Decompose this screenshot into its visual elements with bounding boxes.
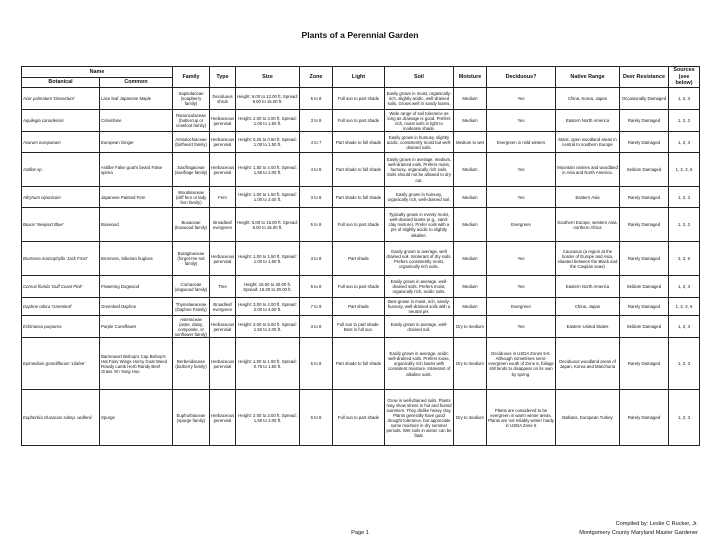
header-common: Common: [100, 77, 173, 88]
family-cell: Asteraceae (aster, daisy, composite, or sunflower family): [173, 316, 210, 338]
compiled-by: Compiled by: Leslie C Rucker, Jr.: [615, 521, 698, 527]
deciduous-cell: Evergreen: [487, 298, 556, 316]
light-cell: Part shade: [333, 298, 385, 316]
deciduous-cell: Evergreen in mild winters: [487, 132, 556, 153]
deer-resistance-cell: Seldom Damaged: [620, 153, 669, 187]
botanical-cell: Astilbe sp.: [22, 153, 100, 187]
family-cell: Berberidaceae (barberry family): [173, 338, 210, 390]
moisture-cell: Dry to medium: [454, 338, 487, 390]
common-cell: Boxwood: [100, 208, 173, 242]
light-cell: Part shade to full shade: [333, 153, 385, 187]
size-cell: Height: 0.25 to 0.50 ft. Spread: 1.00 to 1.50 ft.: [236, 132, 300, 153]
zone-cell: 5 to 8: [300, 208, 333, 242]
header-botanical: Botanical: [22, 77, 100, 88]
native-range-cell: China, Japan: [556, 298, 620, 316]
type-cell: Fern: [210, 187, 236, 208]
zone-cell: 7 to 9: [300, 298, 333, 316]
moisture-cell: Medium: [454, 187, 487, 208]
botanical-cell: Athyrium niponicum: [22, 187, 100, 208]
family-cell: Woodsiaceae (cliff fern or lady fern family): [173, 187, 210, 208]
size-cell: Height: 3.00 to 4.00 ft. Spread: 2.00 to 4.00 ft.: [236, 298, 300, 316]
zone-cell: 3 to 8: [300, 316, 333, 338]
native-range-cell: China, Korea, Japan: [556, 88, 620, 110]
common-cell: Lace leaf Japanese Maple: [100, 88, 173, 110]
deciduous-cell: Yes: [487, 316, 556, 338]
table-row: [22, 88, 700, 110]
deer-resistance-cell: Rarely Damaged: [620, 390, 669, 446]
family-cell: Sapindaceae (soapberry family): [173, 88, 210, 110]
zone-cell: 4 to 8: [300, 153, 333, 187]
soil-cell: Easily grown in average, well-drained soil.: [385, 316, 454, 338]
sources-cell: 1, 2, 3: [669, 88, 700, 110]
sources-cell: 1, 2, 3: [669, 208, 700, 242]
native-range-cell: Moist, open woodland areas in central to southern Europe: [556, 132, 620, 153]
type-cell: Broadleaf evergreen: [210, 298, 236, 316]
native-range-cell: Mountain ravines and woodland in Asia and North America.: [556, 153, 620, 187]
sources-cell: 1, 2, 3: [669, 276, 700, 298]
type-cell: Tree: [210, 276, 236, 298]
size-cell: Height: 1.50 to 4.00 ft. Spread: 1.50 to 2.00 ft.: [236, 153, 300, 187]
size-cell: Height: 2.00 to 3.00 ft. Spread: 1.50 to 2.00 ft.: [236, 390, 300, 446]
moisture-cell: Medium: [454, 88, 487, 110]
type-cell: Herbaceous perennial: [210, 132, 236, 153]
moisture-cell: Medium: [454, 298, 487, 316]
header-soil: Soil: [385, 67, 454, 88]
soil-cell: Easily grown in average, well drained soil. Intolerant of dry soils. Prefers consistently moist, organically rich soils.: [385, 242, 454, 276]
moisture-cell: Dry to medium: [454, 390, 487, 446]
header-zone: Zone: [300, 67, 333, 88]
native-range-cell: Balkans, European Turkey: [556, 390, 620, 446]
moisture-cell: Medium: [454, 242, 487, 276]
botanical-cell: Cornus florida 'Gulf Coast Pink': [22, 276, 100, 298]
common-cell: Japanese Painted Fern: [100, 187, 173, 208]
plant-rows: [22, 88, 700, 446]
table-row: [22, 390, 700, 446]
type-cell: Herbaceous perennial: [210, 390, 236, 446]
light-cell: Part shade to full shade: [333, 338, 385, 390]
botanical-cell: Brunnera macrophylla 'Jack Frost': [22, 242, 100, 276]
botanical-cell: Buxus 'Newport Blue': [22, 208, 100, 242]
light-cell: Part shade to full shade: [333, 187, 385, 208]
deer-resistance-cell: Rarely Damaged: [620, 298, 669, 316]
header-row: [22, 67, 700, 78]
moisture-cell: Medium: [454, 276, 487, 298]
light-cell: Full sun to part shade: [333, 276, 385, 298]
zone-cell: 3 to 8: [300, 242, 333, 276]
family-cell: Saxifragaceae (saxifrage family): [173, 153, 210, 187]
family-cell: Buxaceae (boxwood family): [173, 208, 210, 242]
soil-cell: Easily grown in average, acidic well-drained soils. Prefers loose, organically rich loams with consistent moisture. Intolerant of alkaline soils.: [385, 338, 454, 390]
moisture-cell: Medium: [454, 153, 487, 187]
deciduous-cell: Yes: [487, 153, 556, 187]
table-row: [22, 132, 700, 153]
sources-cell: 1, 2, 3, 6: [669, 298, 700, 316]
family-cell: Cornaceae (dogwood family): [173, 276, 210, 298]
size-cell: Height: 1.00 to 1.50 ft. Spread: 0.75 to 1.50 ft.: [236, 338, 300, 390]
native-range-cell: Caucasus (a region at the border of Europe and Asia, situated between the Black and the Caspian seas): [556, 242, 620, 276]
moisture-cell: Medium to wet: [454, 132, 487, 153]
botanical-cell: Daphne odora 'Greenleaf': [22, 298, 100, 316]
family-cell: Thymelaeaceae (Daphne Family): [173, 298, 210, 316]
zone-cell: 3 to 8: [300, 187, 333, 208]
page-title: Plants of a Perennial Garden: [301, 30, 419, 40]
size-cell: Height: 1.00 to 1.50 ft. Spread: 1.00 to 1.50 ft.: [236, 242, 300, 276]
deer-resistance-cell: Rarely Damaged: [620, 187, 669, 208]
header-deer-resistance: Deer Resistance: [620, 67, 669, 88]
organization: Montgomery County Maryland Master Gardener: [579, 529, 698, 536]
zone-cell: 5 to 8: [300, 338, 333, 390]
soil-cell: Wide range of soil tolerance as long as drainage is good. Prefers rich, moist soils in light to moderate shade.: [385, 110, 454, 132]
light-cell: Full sun to part shade. Best in full sun.: [333, 316, 385, 338]
table-row: [22, 208, 700, 242]
header-moisture: Moisture: [454, 67, 487, 88]
native-range-cell: Eastern Asia: [556, 187, 620, 208]
soil-cell: Easily grown in humusy, slightly acidic, consistently moist but well-drained soils.: [385, 132, 454, 153]
moisture-cell: Medium: [454, 110, 487, 132]
botanical-cell: Asarum europaeum: [22, 132, 100, 153]
deciduous-cell: Yes: [487, 88, 556, 110]
sources-cell: 1, 2, 3: [669, 132, 700, 153]
deer-resistance-cell: Rarely Damaged: [620, 338, 669, 390]
botanical-cell: Acer palmatum 'Dissectum': [22, 88, 100, 110]
soil-cell: Easily grown in humusy, organically rich, well-drained soil.: [385, 187, 454, 208]
table-row: [22, 298, 700, 316]
type-cell: Herbaceous perennial: [210, 316, 236, 338]
zone-cell: 4 to 7: [300, 132, 333, 153]
botanical-cell: Euphorbia characias subsp. wulfenii: [22, 390, 100, 446]
common-cell: Columbine: [100, 110, 173, 132]
light-cell: Full sun to part shade: [333, 208, 385, 242]
sources-cell: 2, 3, 6: [669, 242, 700, 276]
native-range-cell: Southern Europe, western Asia, northern Africa: [556, 208, 620, 242]
botanical-cell: Epimedium grandiflorum 'Lilafee': [22, 338, 100, 390]
size-cell: Height: 1.00 to 1.50 ft. Spread: 1.00 to 2.00 ft.: [236, 187, 300, 208]
deer-resistance-cell: Rarely Damaged: [620, 132, 669, 153]
native-range-cell: Deciduous woodland areas of Japan, Korea and Manchuria: [556, 338, 620, 390]
table-row: [22, 187, 700, 208]
size-cell: Height: 6.00 to 12.00 ft. Spread: 9.00 to 15.00 ft.: [236, 88, 300, 110]
moisture-cell: Dry to medium: [454, 316, 487, 338]
botanical-cell: Aquilegia canadensis: [22, 110, 100, 132]
common-cell: Purple Coneflower: [100, 316, 173, 338]
deer-resistance-cell: Seldom Damaged: [620, 316, 669, 338]
light-cell: Full sun to part shade: [333, 88, 385, 110]
deciduous-cell: Yes: [487, 110, 556, 132]
header-name: Name: [22, 67, 173, 78]
soil-cell: Easily grown in average, well-drained soils. Prefers moist, organically rich, acidic soils.: [385, 276, 454, 298]
table-row: [22, 338, 700, 390]
soil-cell: Grow in well-drained soils. Plants may show stress in hot and humid summers. They dislike heavy clay. Plants generally have good drought tolerance, but appreciate some moisture in dry summer periods. Wet soils in winter can be fatal.: [385, 390, 454, 446]
common-cell: Spurge: [100, 390, 173, 446]
header-sources: Sources (see below): [669, 67, 700, 88]
common-cell: Flowering Dogwood: [100, 276, 173, 298]
header-native-range: Native Range: [556, 67, 620, 88]
family-cell: Boraginaceae (forget-me-not family): [173, 242, 210, 276]
moisture-cell: Medium: [454, 208, 487, 242]
plant-table: [21, 66, 700, 446]
table-row: [22, 153, 700, 187]
deer-resistance-cell: Seldom Damaged: [620, 276, 669, 298]
sources-cell: 1, 2, 3: [669, 338, 700, 390]
credit-block: [579, 520, 698, 538]
header-family: Family: [173, 67, 210, 88]
family-cell: Aristolochiaceae (birthwort family): [173, 132, 210, 153]
sources-cell: 1, 2, 3: [669, 390, 700, 446]
header-light: Light: [333, 67, 385, 88]
type-cell: Herbaceous perennial: [210, 338, 236, 390]
deer-resistance-cell: Rarely Damaged: [620, 110, 669, 132]
botanical-cell: Echinacea purpurea: [22, 316, 100, 338]
light-cell: Part shade: [333, 242, 385, 276]
header-size: Size: [236, 67, 300, 88]
deciduous-cell: Plants are considered to be evergreen in warm winter areas. Plants are not reliably winter hardy in USDA Zone 6: [487, 390, 556, 446]
deer-resistance-cell: Rarely Damaged: [620, 242, 669, 276]
sources-cell: 1, 2, 3, 6: [669, 153, 700, 187]
table-row: [22, 110, 700, 132]
native-range-cell: Eastern North America: [556, 110, 620, 132]
deer-resistance-cell: Rarely Damaged: [620, 208, 669, 242]
common-cell: European Ginger: [100, 132, 173, 153]
header-type: Type: [210, 67, 236, 88]
type-cell: Herbaceous perennial: [210, 153, 236, 187]
table-row: [22, 242, 700, 276]
header-deciduous: Deciduous?: [487, 67, 556, 88]
light-cell: Full sun to part shade: [333, 110, 385, 132]
deciduous-cell: Evergreen: [487, 208, 556, 242]
deciduous-cell: Yes: [487, 187, 556, 208]
sources-cell: 1, 2, 3: [669, 316, 700, 338]
family-cell: Ranunculaceae (buttercup or crowfoot family): [173, 110, 210, 132]
page-number: Page 1: [351, 530, 369, 536]
native-range-cell: Eastern North America: [556, 276, 620, 298]
type-cell: Herbaceous perennial: [210, 242, 236, 276]
deciduous-cell: Deciduous in USDA Zones 5-6. Although sometimes semi-evergreen south of Zone 6, foliage still tends to disappear on its own by spring.: [487, 338, 556, 390]
deciduous-cell: Yes: [487, 276, 556, 298]
deciduous-cell: Yes: [487, 242, 556, 276]
common-cell: Astilbe False goat's beard False spirea: [100, 153, 173, 187]
type-cell: Deciduous shrub: [210, 88, 236, 110]
light-cell: Full sun to part shade: [333, 390, 385, 446]
size-cell: Height: 5.00 to 15.00 ft. Spread: 5.00 to 15.00 ft.: [236, 208, 300, 242]
common-cell: Barrenwort Bishop's Cap Bishop's Hat Fairy Wings Horny Goat Weed Rowdy Lamb Herb Randy Beef Grass Yin Yang Huo: [100, 338, 173, 390]
family-cell: Euphorbiaceae (spurge family): [173, 390, 210, 446]
type-cell: Broadleaf evergreen: [210, 208, 236, 242]
common-cell: Greenleaf Daphne: [100, 298, 173, 316]
zone-cell: 5 to 9: [300, 276, 333, 298]
size-cell: Height: 2.00 to 3.00 ft. Spread: 1.00 to 1.50 ft.: [236, 110, 300, 132]
light-cell: Part shade to full shade: [333, 132, 385, 153]
zone-cell: 3 to 8: [300, 110, 333, 132]
size-cell: Height: 15.00 to 30.00 ft. Spread: 15.00 to 30.00 ft.: [236, 276, 300, 298]
sources-cell: 1, 2, 3: [669, 187, 700, 208]
size-cell: Height: 3.00 to 5.00 ft. Spread: 1.50 to 2.00 ft.: [236, 316, 300, 338]
table-row: [22, 276, 700, 298]
type-cell: Herbaceous perennial: [210, 110, 236, 132]
soil-cell: Easily grown in moist, organically-rich, slightly acidic, well-drained soils. Grows well in sandy loams.: [385, 88, 454, 110]
soil-cell: Easily grown in average, medium, well-drained soils. Prefers moist, humusy, organically rich soils. Soils should not be allowed to dry out.: [385, 153, 454, 187]
table-row: [22, 316, 700, 338]
sources-cell: 1, 2, 3: [669, 110, 700, 132]
common-cell: Brunnera, Siberian bugloss: [100, 242, 173, 276]
zone-cell: 6 to 8: [300, 390, 333, 446]
soil-cell: Typically grown in evenly moist, well-drained loams (e.g., sand-clay mixture). Prefer soils with a pH of slightly acidic to slightly alkaline.: [385, 208, 454, 242]
native-range-cell: Eastern United States: [556, 316, 620, 338]
zone-cell: 5 to 8: [300, 88, 333, 110]
soil-cell: Best grown in moist, rich, sandy-humusy, well-drained soils with a neutral pH.: [385, 298, 454, 316]
deer-resistance-cell: Occasionally Damaged: [620, 88, 669, 110]
